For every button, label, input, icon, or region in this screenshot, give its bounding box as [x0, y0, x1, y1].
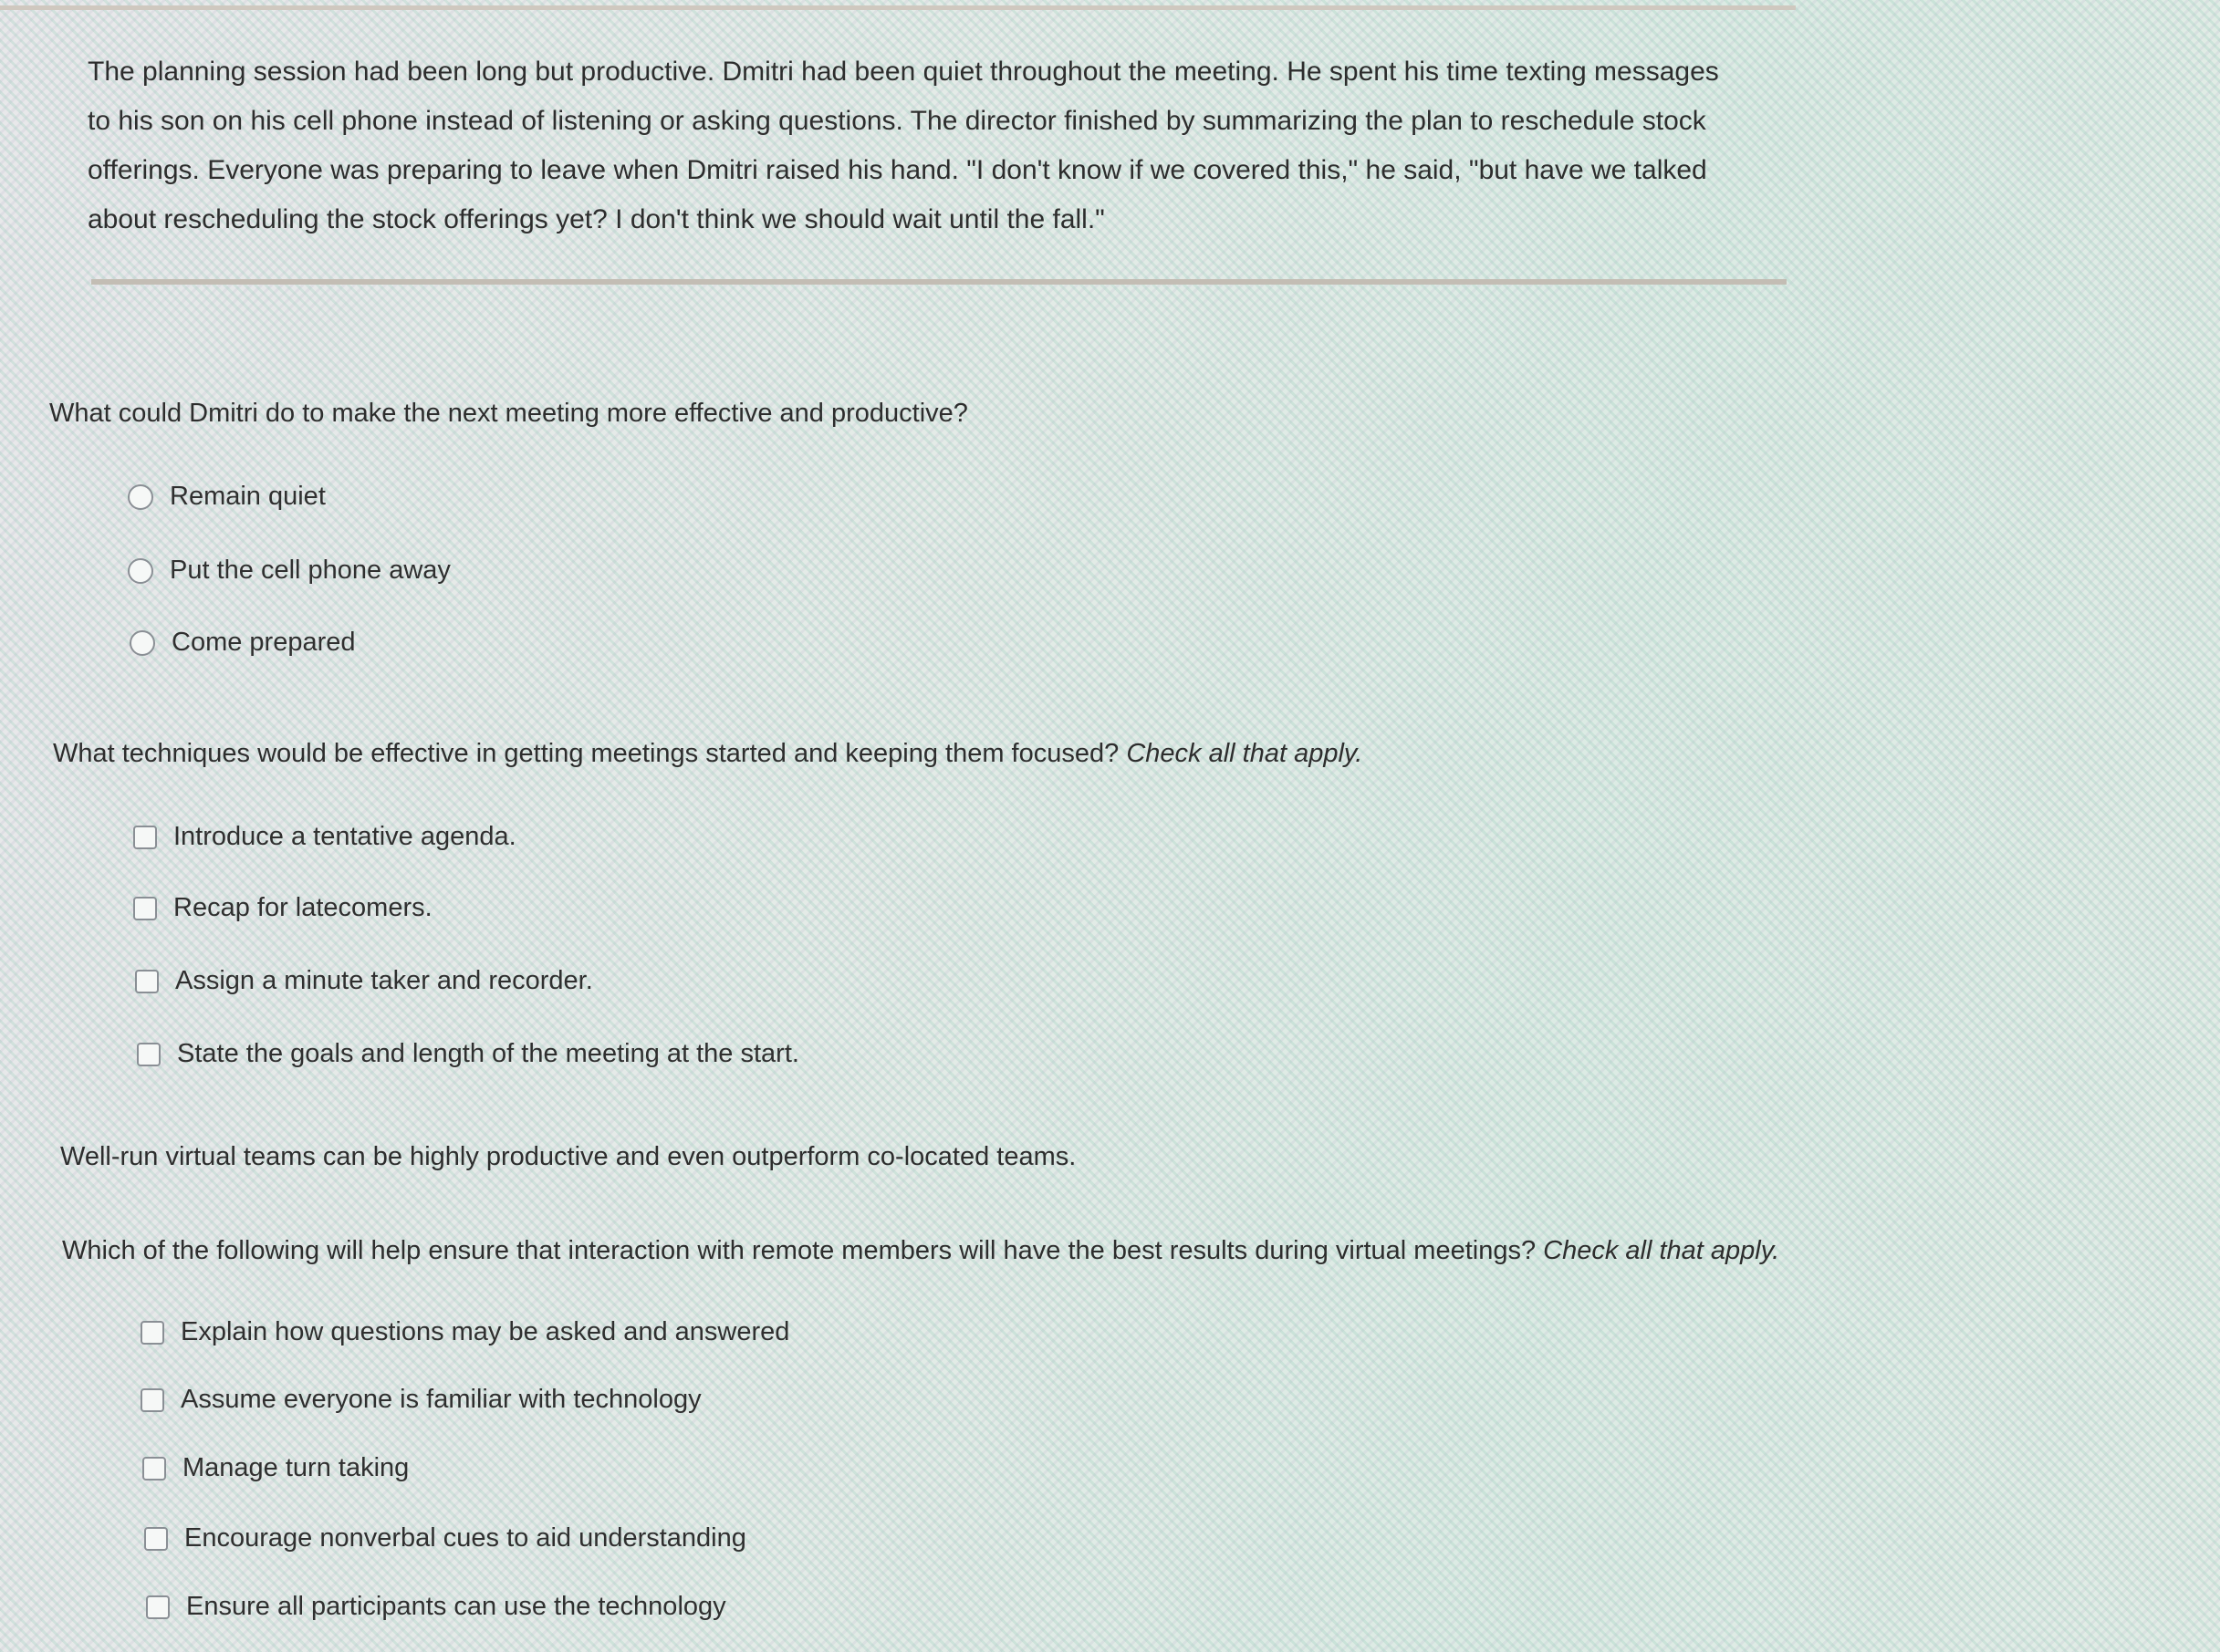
- option-label: Assign a minute taker and recorder.: [175, 966, 593, 995]
- question-3-hint: Check all that apply.: [1543, 1236, 1780, 1265]
- option-label: Introduce a tentative agenda.: [173, 822, 516, 851]
- checkbox[interactable]: [142, 1457, 166, 1481]
- checkbox[interactable]: [144, 1527, 168, 1551]
- option-label: Remain quiet: [170, 482, 326, 511]
- q3-option-assume-familiar[interactable]: [141, 1385, 702, 1415]
- question-2-text: What techniques would be effective in getting meetings started and keeping them focused?: [53, 739, 1120, 768]
- checkbox[interactable]: [137, 1043, 161, 1066]
- question-1-prompt: [49, 399, 968, 429]
- checkbox[interactable]: [141, 1388, 164, 1412]
- q2-option-recap-latecomers[interactable]: [133, 893, 433, 923]
- radio-button[interactable]: [128, 558, 153, 584]
- question-2-prompt: [53, 739, 1362, 769]
- top-divider: [0, 5, 1796, 10]
- q3-option-ensure-technology[interactable]: [146, 1592, 726, 1622]
- passage-line: The planning session had been long but productive. Dmitri had been quiet throughout the meeting. He spent his time texting messages: [88, 57, 1719, 87]
- q1-option-come-prepared[interactable]: [130, 628, 356, 658]
- option-label: Ensure all participants can use the technology: [186, 1592, 726, 1621]
- option-label: Encourage nonverbal cues to aid understanding: [184, 1523, 746, 1553]
- passage-line: offerings. Everyone was preparing to leave when Dmitri raised his hand. "I don't know if we covered this," he said, "but have we talked: [88, 155, 1707, 185]
- option-label: Recap for latecomers.: [173, 893, 433, 922]
- radio-button[interactable]: [130, 630, 155, 656]
- option-label: Explain how questions may be asked and answered: [181, 1317, 790, 1346]
- checkbox[interactable]: [141, 1321, 164, 1345]
- question-3-prompt: [62, 1236, 1779, 1266]
- option-label: Put the cell phone away: [170, 556, 451, 585]
- q3-option-explain-questions[interactable]: [141, 1317, 789, 1347]
- q3-option-manage-turn-taking[interactable]: [142, 1453, 409, 1483]
- scenario-passage: [88, 47, 1821, 244]
- q2-option-tentative-agenda[interactable]: [133, 822, 516, 852]
- checkbox[interactable]: [146, 1595, 170, 1619]
- option-label: Manage turn taking: [182, 1453, 410, 1482]
- option-label: State the goals and length of the meeting at the start.: [177, 1039, 799, 1068]
- question-2-hint: Check all that apply.: [1126, 739, 1363, 768]
- passage-line: to his son on his cell phone instead of listening or asking questions. The director finished by summarizing the plan to reschedule stock: [88, 106, 1706, 136]
- question-1-text: What could Dmitri do to make the next meeting more effective and productive?: [49, 399, 968, 428]
- q1-option-put-phone-away[interactable]: [128, 556, 451, 586]
- checkbox[interactable]: [133, 897, 157, 920]
- option-label: Assume everyone is familiar with technology: [181, 1385, 702, 1414]
- q2-option-minute-taker[interactable]: [135, 966, 593, 996]
- radio-button[interactable]: [128, 484, 153, 510]
- q1-option-remain-quiet[interactable]: [128, 482, 326, 512]
- question-3-text: Which of the following will help ensure that interaction with remote members will have the best results during virtual meetings?: [62, 1236, 1537, 1265]
- passage-divider: [91, 279, 1787, 285]
- q3-option-nonverbal-cues[interactable]: [144, 1523, 746, 1553]
- passage-line: about rescheduling the stock offerings yet? I don't think we should wait until the fall.": [88, 204, 1105, 234]
- statement-text: Well-run virtual teams can be highly productive and even outperform co-located teams.: [60, 1142, 1077, 1171]
- option-label: Come prepared: [172, 628, 356, 657]
- checkbox[interactable]: [133, 826, 157, 849]
- checkbox[interactable]: [135, 970, 159, 993]
- q2-option-state-goals[interactable]: [137, 1039, 799, 1069]
- statement-prompt: [60, 1142, 1076, 1172]
